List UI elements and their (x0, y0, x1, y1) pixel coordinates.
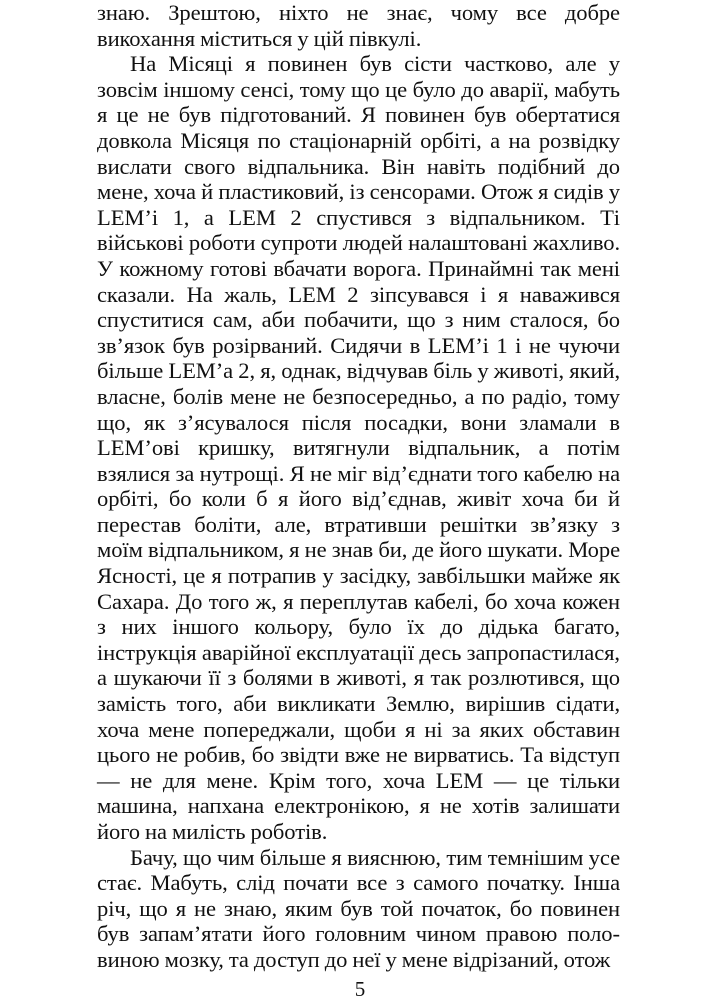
paragraph-1: знаю. Зрештою, ніхто не знає, чому все добре викохання міститься у цій півкулі. (97, 0, 620, 51)
paragraph-2: На Місяці я повинен був сісти частково, але у зовсім іншому сенсі, тому що це було до аварії, мабуть я це не був підготований. Я повинен був обертатися довкола Місяця по стаціонарній орбіті, а на розвідку вислати свого відпальника. Він навіть подібний до мене, хоча й пластиковий, із сенсорами. Отож я сидів у LEM’і 1, а LEM 2 спустився з відпальником. Ті військові роботи супроти людей налаштовані жахливо. У кожному готові вбачати ворога. Принаймні так мені сказали. На жаль, LEM 2 зіпсувався і я наважився спуститися сам, аби побачити, що з ним сталося, бо зв’язок був розірваний. Сидячи в LEM’і 1 і не чуючи більше LEM’а 2, я, однак, відчував біль у животі, який, власне, болів мене не безпосередньо, а по радіо, тому що, як з’ясувалося після посадки, вони зламали в LEM’ові кришку, витягнули відпальник, а потім взялися за нутрощі. Я не міг від’єднати того кабелю на орбіті, бо коли б я його від’єднав, живіт хоча би й перестав боліти, але, втративши решітки зв’язку з моїм відпальником, я не знав би, де його шукати. Море Ясності, це я потрапив у засідку, завбільшки майже як Сахара. До того ж, я переплутав кабелі, бо хоча кожен з них іншого кольору, було їх до дідька багато, інструкція аварійної експлуатації десь запропастилася, а шукаючи її з болями в животі, я так розлютився, що замість того, аби викликати Землю, вирішив сідати, хоча мене попереджали, щоби я ні за яких обставин цього не робив, бо звідти вже не вирватись. Та відступ — не для мене. Крім того, хоча LEM — це тільки машина, напхана електронікою, я не хотів залишати його на милість роботів. (97, 51, 620, 844)
body-text (97, 0, 620, 973)
page-number: 5 (354, 977, 366, 1001)
paragraph-3: Бачу, що чим більше я вияснюю, тим темнішим усе стає. Мабуть, слід почати все з самого початку. Іншa річ, що я не знаю, яким був той початок, бо повинен був запам’ятати його головним чином правою половиною мозку, та доступ до неї у мене відрізаний, отож (97, 844, 620, 972)
